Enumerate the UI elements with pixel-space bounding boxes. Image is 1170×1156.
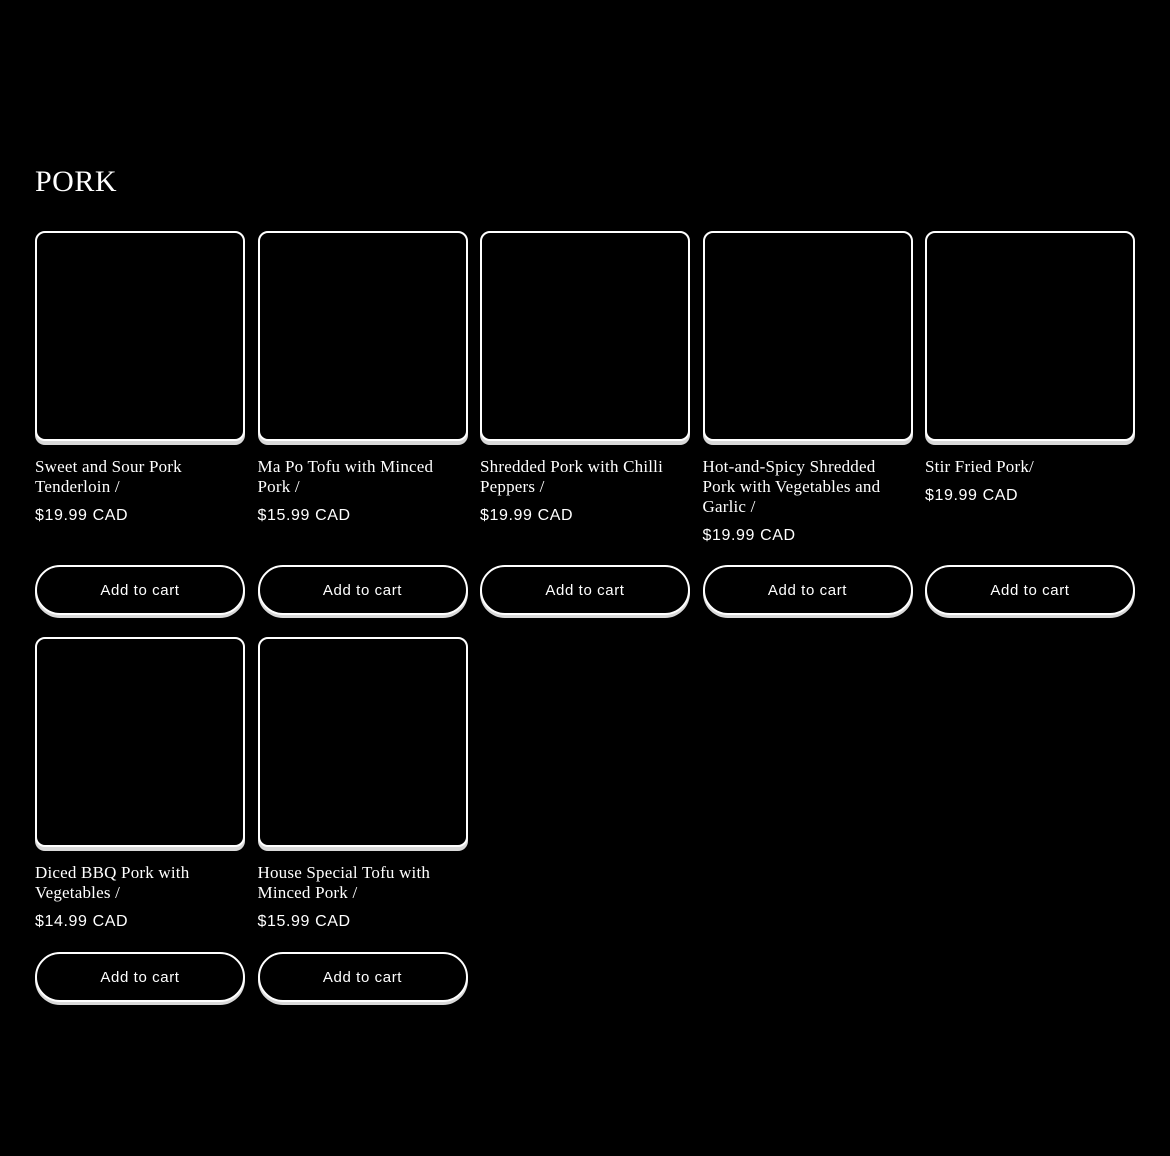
product-price: $19.99 CAD [702, 527, 796, 544]
product-price: $19.99 CAD [480, 507, 574, 524]
add-to-cart-button[interactable]: Add to cart [925, 565, 1135, 615]
product-price: $14.99 CAD [35, 913, 129, 930]
collection-title: PORK [35, 165, 118, 198]
add-to-cart-button[interactable]: Add to cart [35, 952, 245, 1002]
product-image[interactable] [258, 231, 468, 441]
product-image[interactable] [703, 231, 913, 441]
product-card [35, 637, 245, 1002]
add-to-cart-button[interactable]: Add to cart [258, 565, 468, 615]
product-info [703, 457, 913, 546]
product-title[interactable]: Ma Po Tofu with Minced Pork / [257, 457, 434, 496]
product-info [480, 457, 690, 546]
add-to-cart-button[interactable]: Add to cart [703, 565, 913, 615]
product-price: $15.99 CAD [257, 507, 351, 524]
product-price: $19.99 CAD [35, 507, 129, 524]
product-info [258, 457, 468, 546]
product-grid [35, 231, 1135, 1002]
product-image[interactable] [925, 231, 1135, 441]
product-image[interactable] [35, 231, 245, 441]
product-info [925, 457, 1135, 546]
product-card [925, 231, 1135, 615]
product-image[interactable] [258, 637, 468, 847]
add-to-cart-button[interactable]: Add to cart [258, 952, 468, 1002]
add-to-cart-button[interactable]: Add to cart [480, 565, 690, 615]
product-title[interactable]: Shredded Pork with Chilli Peppers / [480, 457, 664, 496]
product-image[interactable] [35, 637, 245, 847]
product-card [35, 231, 245, 615]
product-price: $19.99 CAD [925, 487, 1019, 504]
product-card [258, 231, 468, 615]
add-to-cart-button[interactable]: Add to cart [35, 565, 245, 615]
product-card [480, 231, 690, 615]
product-info [35, 863, 245, 933]
product-title[interactable]: Sweet and Sour Pork Tenderloin / [35, 457, 182, 496]
product-info [35, 457, 245, 546]
product-title[interactable]: Diced BBQ Pork with Vegetables / [35, 863, 190, 902]
product-price: $15.99 CAD [257, 913, 351, 930]
product-title[interactable]: Hot-and-Spicy Shredded Pork with Vegetables and Garlic / [702, 457, 881, 516]
product-card [703, 231, 913, 615]
product-card [258, 637, 468, 1002]
product-image[interactable] [480, 231, 690, 441]
product-title[interactable]: House Special Tofu with Minced Pork / [257, 863, 431, 902]
product-info [258, 863, 468, 933]
product-title[interactable]: Stir Fried Pork/ [925, 457, 1034, 476]
